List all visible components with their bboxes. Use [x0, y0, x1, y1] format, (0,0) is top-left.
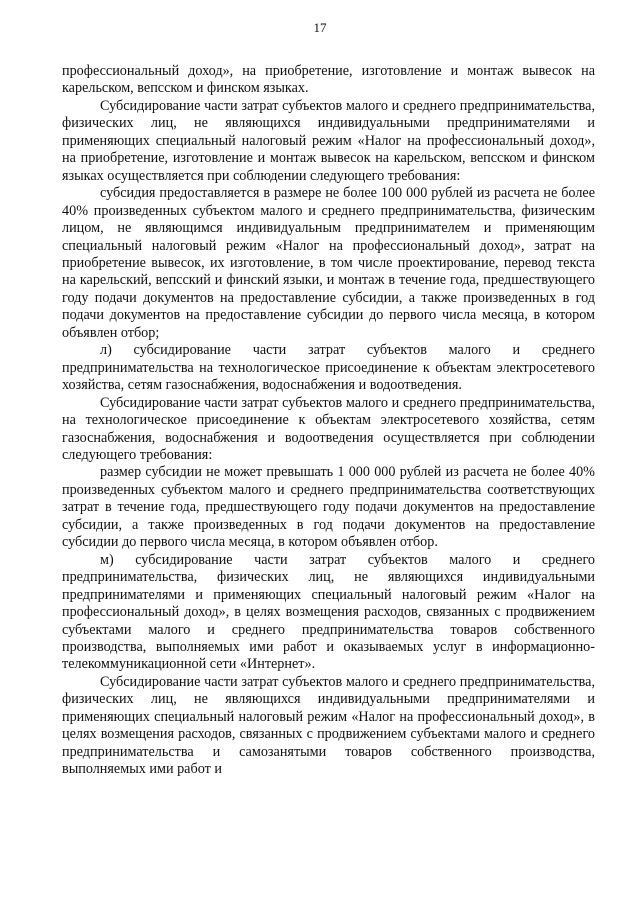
- paragraph: л) субсидирование части затрат субъектов малого и среднего предпринимательства на технологическое присоединение к объектам электросетевого хозяйства, сетям газоснабжения, водоснабжения и водоотведения.: [62, 342, 595, 394]
- paragraph: субсидия предоставляется в размере не более 100 000 рублей из расчета не более 40% произведенных субъектом малого и среднего предпринимательства, физическим лицом, не являющимся индивидуальным предпринимателем и применяющим специальный налоговый режим «Налог на профессиональный доход», затрат на приобретение вывесок, их изготовление, в том числе проектирование, перевод текста на карельский, вепсский и финский языки, и монтаж в течение года, предшествующего году подачи документов на предоставление субсидии, а также произведенных в год подачи документов на предоставление субсидии до первого числа месяца, в котором объявлен отбор;: [62, 185, 595, 341]
- page-number: 17: [313, 20, 327, 35]
- paragraph: Субсидирование части затрат субъектов малого и среднего предпринимательства, на технологическое присоединение к объектам электросетевого хозяйства, сетям газоснабжения, водоснабжения и водоотведения осуществляется при соблюдении следующего требования:: [62, 394, 595, 463]
- document-body: [62, 63, 595, 779]
- paragraph: Субсидирование части затрат субъектов малого и среднего предпринимательства, физических лиц, не являющихся индивидуальными предпринимателями и применяющих специальный налоговый режим «Налог на профессиональный доход», на приобретение, изготовление и монтаж вывесок на карельском, вепсском и финском языках осуществляется при соблюдении следующего требования:: [62, 97, 595, 184]
- paragraph: профессиональный доход», на приобретение, изготовление и монтаж вывесок на карельском, вепсском и финском языках.: [62, 63, 595, 97]
- paragraph: размер субсидии не может превышать 1 000 000 рублей из расчета не более 40% произведенных субъектом малого и среднего предпринимательства соответствующих затрат в течение года, предшествующего году подачи документов на предоставление субсидии, а также произведенных в год подачи документов на предоставление субсидии до первого числа месяца, в котором объявлен отбор.: [62, 464, 595, 551]
- paragraph: Субсидирование части затрат субъектов малого и среднего предпринимательства, физических лиц, не являющихся индивидуальными предпринимателями и применяющих специальный налоговый режим «Налог на профессиональный доход», в целях возмещения расходов, связанных с продвижением субъектами малого и среднего предпринимательства и самозанятыми товаров собственного производства, выполняемых ими работ и: [62, 673, 595, 778]
- paragraph: м) субсидирование части затрат субъектов малого и среднего предпринимательства, физических лиц, не являющихся индивидуальными предпринимателями и применяющих специальный налоговый режим «Налог на профессиональный доход», в целях возмещения расходов, связанных с продвижением субъектами малого и среднего предпринимательства товаров собственного производства, выполняемых ими работ и оказываемых услуг в информационно-телекоммуникационной сети «Интернет».: [62, 551, 595, 673]
